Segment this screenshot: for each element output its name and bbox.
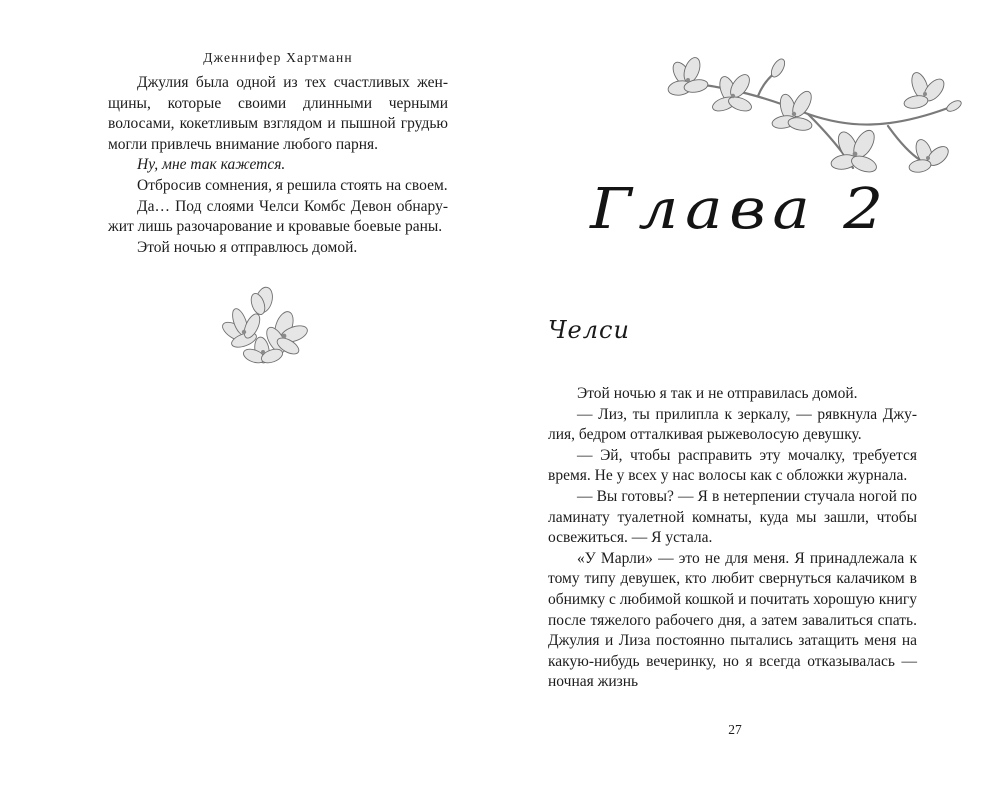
paragraph: Джулия была одной из тех счастливых женщины, которые своими длинными черными волосами, кокетливым взглядом и пышной грудью могли привлечь внимание любого парня. (108, 74, 448, 153)
running-head-author: Дженнифер Хартманн (203, 50, 353, 65)
paragraph: — Эй, чтобы расправить эту мочалку, требуется время. Не у всех у нас волосы как с обложки журнала. (548, 446, 917, 485)
paragraph: Этой ночью я так и не отправилась домой. (577, 385, 858, 402)
page-number: 27 (728, 722, 742, 737)
paragraph: — Лиз, ты прилипла к зеркалу, — рявкнула Джулия, бедром отталкивая рыжеволосую девушку. (548, 405, 917, 444)
chapter-title: Глава 2 (590, 177, 890, 242)
paragraph: Да… Под слоями Челси Комбс Девон обнаружит лишь разочарование и кровавые боевые раны. (108, 197, 448, 236)
paragraph: — Вы готовы? — Я в нетерпении стучала ногой по ламинату туалетной комнаты, куда мы зашли, чтобы освежиться. — Я устала. (548, 487, 917, 547)
magnolia-branch-ornament (658, 56, 970, 182)
paragraph: «У Марли» — это не для меня. Я принадлежала к тому типу девушек, кто любит свернуться калачиком в обнимку с любимой кошкой и почитать хорошую книгу после тяжелого рабочего дня, а затем завалиться спать. Джулия и Лиза постоянно пытались затащить меня на какую-нибудь вечеринку, но я всегда отказывалась — ночная жизнь (548, 549, 917, 691)
right-page-text (548, 384, 917, 693)
paragraph: Этой ночью я отправлюсь домой. (137, 238, 358, 256)
chapter-pov-name: Челси (548, 316, 630, 344)
left-page-text (108, 73, 448, 258)
paragraph-italic: Ну, мне так кажется. (137, 156, 286, 174)
paragraph: Отбросив сомнения, я решила стоять на своем. (137, 176, 448, 194)
magnolia-flower-ornament (214, 282, 314, 368)
